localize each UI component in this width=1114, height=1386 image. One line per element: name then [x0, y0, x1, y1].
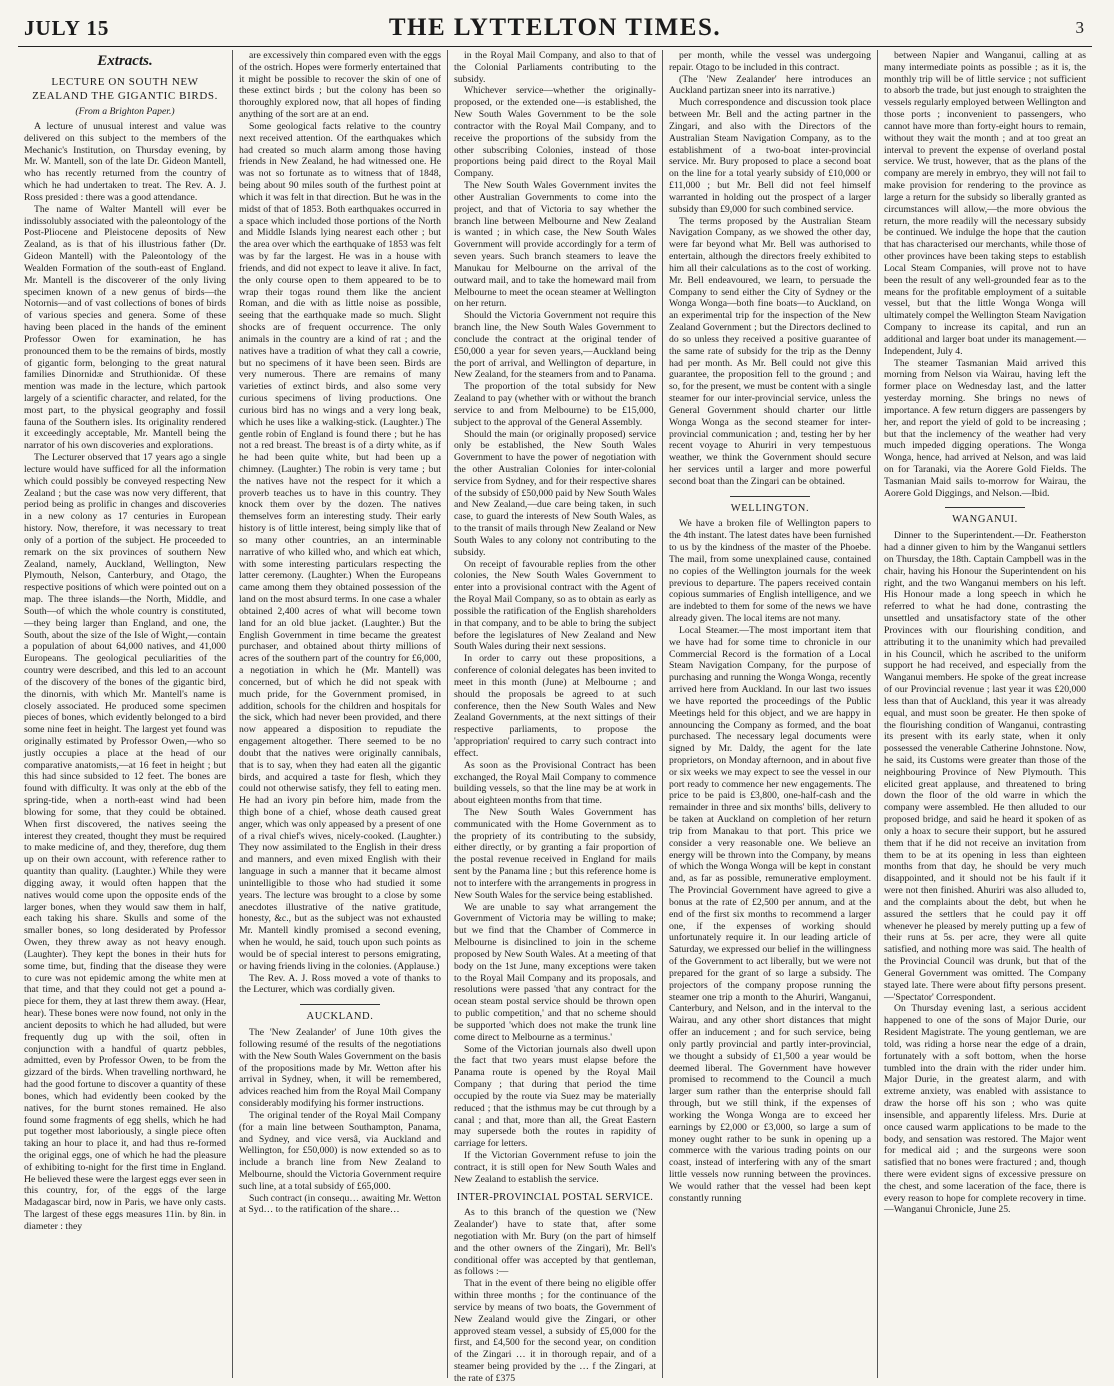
paragraph: On Thursday evening last, a serious accident happened to one of the sons of Major Durie, our Resident Magistrate. The young gentleman, we are told, was riding a horse near the edge of a drain, fortunately with a soft bottom, when the horse tumbled into the drain with the rider under him. Major Durie, in the greatest alarm, and with extreme anxiety, was enabled with assistance to draw the horse off his son ; who was quite insensible, and apparently lifeless. Mrs. Durie at once caused warm applications to be made to the body, and sensation was restored. The Major went for medical aid ; and the surgeons were soon satisfied that no bones were fractured ; and, though there were evident signs of excessive pressure on the chest, and some laceration of the face, there is every reason to hope for complete recovery in time.—Wanganui Chronicle, June 25.: [884, 1003, 1086, 1216]
paragraph: (The 'New Zealander' here introduces an Auckland partizan sneer into its narrative.): [669, 73, 871, 97]
paragraph: Should the Victoria Government not require this branch line, the New South Wales Government to conclude the contract at the original tender of £50,000 a year for seven years,—Auckland being the port of arrival, and Wellington of departure, in New Zealand, for the steamers from and to Panama.: [454, 310, 656, 381]
paragraph: The 'New Zealander' of June 10th gives the following resumé of the results of the negotiations with the New South Wales Government on the basis of the propositions made by Mr. Wetton after his arrival in Sydney, when, it will be remembered, advices reached him from the Royal Mail Company considerably modifying his former instructions.: [239, 1027, 441, 1110]
issue-date: JULY 15: [24, 16, 110, 40]
column-4: [662, 50, 877, 1378]
paragraph: That in the event of there being no eligible offer within three months ; for the continuance of the service by means of two boats, the Government of New Zealand would give the Zingari, or other approved steam vessel, a subsidy of £5,000 for the first, and £4,500 for the second year, on condition of the Zingari … it in thorough repair, and of a steamer being provided by the … f the Zingari, at the rate of £375: [454, 1278, 656, 1384]
page-number: 3: [1075, 18, 1084, 37]
newspaper-title: THE LYTTELTON TIMES.: [388, 14, 722, 41]
paragraph: The Lecturer observed that 17 years ago a single lecture would have sufficed for all the information which could possibly be conveyed respecting New Zealand ; but the case was now very different, that period being as prolific in changes and discoveries in a new colony as 17 centuries in European history. Now, therefore, it was necessary to treat only of a portion of the subject. He proceeded to remark on the six provinces of southern New Zealand, namely, Auckland, Wellington, New Plymouth, Nelson, Canterbury, and Otago, the respective positions of which were pointed out on a map. The three islands—the North, Middle, and South—of which the whole country is constituted,—they being larger than England, and one, the South, about the size of the Isle of Wight,—contain a population of about 64,000 natives, and 41,000 Europeans. The geological peculiarities of the country were described, and this led to an account of the discovery of the bones of the gigantic bird, the dinornis, with which Mr. Mantell's name is closely associated. He produced some specimen pieces of bones, which evidently belonged to a bird some nine feet in height. The largest yet found was originally estimated by Professor Owen,—who so justly occupies a place at the head of our comparative anatomists,—at 16 feet in height ; but this had since subsided to 12 feet. The bones are found with difficulty. It was only at the ebb of the spring-tide, when a north-east wind had been blowing for some, that they could be obtained. When first discovered, the natives seeing the interest they created, thought they must be required to make medicine of, and they, therefore, dug them up on their own account, with reference rather to quantity than quality. (Laughter.) While they were digging away, it would often happen that the natives would come upon the opposite ends of the larger bones, when they would saw them in half, each taking his share. Skulls and some of the smaller bones, so long desiderated by Professor Owen, they threw away as not heavy enough. (Laughter). They kept the bones in their huts for some time, but, finding that the disease they were to cure was not epidemic among the white men at that time, and that they could not get a pound a-piece for them, they at last threw them away. (Hear, hear). These bones were now found, not only in the ancient deposits to which he had alluded, but were frequently dug up with the soil, often in conjunction with a handful of quartz pebbles, admitted, even by Professor Owen, to be from the gizzard of the birds. When travelling northward, he had the good fortune to discover a quantity of these bones, which had evidently been cooked by the natives, for the burnt stones remained. He also found some fragments of egg shells, which he had put together most laboriously, a single piece often taking an hour to place it, and had thus re-formed the original eggs, one of which he had the pleasure of exhibiting to-night for the first time in England. He believed these were the largest eggs ever seen in this country, for, of the eggs of the large Madagascar bird, now in Paris, we have only casts. The largest of these eggs measures 11in. by 8in. in diameter : they: [24, 452, 226, 1232]
paragraph: between Napier and Wanganui, calling at as many intermediate points as possible ; as it is, the monthly trip will be of little service ; not sufficient to absorb the trade, but just enough to straighten the vessels regularly employed between Wellington and those ports ; inconvenient to passengers, who cannot have more than forty-eight hours to remain, without they wait the month ; and at too great an interval to prevent the expense of overland postal service. We trust, however, that as the plans of the company are merely in embryo, they will not fail to make provision for rendering to the province as large a return for the subsidy so liberally granted as circumstances will allow,—the more obvious the return, the more readily will the necessary subsidy be continued. We indulge the hope that the caution that has characterised our merchants, while those of other provinces have been taking steps to establish Local Steam Companies, will prove not to have been the result of any well-grounded fear as to the means for the profitable employment of a suitable vessel, but that the little Wonga Wonga will ultimately compel the Wellington Steam Navigation Company to increase its capital, and run an additional and larger boat under its management.—Independent, July 4.: [884, 50, 1086, 357]
paragraph: Dinner to the Superintendent.—Dr. Featherston had a dinner given to him by the Wanganui settlers on Thursday, the 18th. Captain Campbell was in the chair, having his Honour the Superintendent on his right, and the two Wanganui members on his left. His Honour made a long speech in which he referred to what he had done, contrasting the unsettled and unsatisfactory state of the other Provinces with our flourishing condition, and attributing it to the unanimity which had prevailed in his Council, which he ascribed to the uniform support he had received, and especially from the Wanganui members. He spoke of the great increase of our Provincial revenue ; last year it was £20,000 less than that of Auckland, this year it was already equal, and must soon be greater. He then spoke of the flourishing condition of Wanganui, contrasting its present with its early state, when it only possessed the venerable Catherine Johnstone. Now, he said, its Customs were greater than those of the neighbouring Province of New Plymouth. This elicited great applause, and threatened to bring down the floor of the old warre in which the company were assembled. He then alluded to our proposed bridge, and said he heard it spoken of as only a hoax to secure their support, but he assured them that if he did not receive an invitation from them to be at its opening in less than eighteen months from that day, he should be very much disappointed, and it should not be his fault if it were not then finished. Ahuriri was also alluded to, and the complaints about the debt, but when he assured the settlers that he could pay it off whenever he pleased by merely putting up a few of their runs at 5s. per acre, they were all quite satisfied, and nothing more was said. The health of the Provincial Council was drunk, but that of the General Government was omitted. The Company stayed late. There were about fifty persons present.—'Spectator' Correspondent.: [884, 530, 1086, 1003]
divider: [945, 507, 1026, 508]
paragraph: Such contract (in consequ… awaiting Mr. Wetton at Syd… to the ratification of the share…: [239, 1192, 441, 1216]
paragraph: As soon as the Provisional Contract has been exchanged, the Royal Mail Company to commence building vessels, so that the line may be at work in about eighteen months from that time.: [454, 759, 656, 807]
subheading-postal-service: INTER-PROVINCIAL POSTAL SERVICE.: [456, 1191, 654, 1203]
paragraph: The Rev. A. J. Ross moved a vote of thanks to the Lecturer, which was cordially given.: [239, 972, 441, 996]
paragraph: The proportion of the total subsidy for New Zealand to pay (whether with or without the branch service to and from Melbourne) to be £15,000, subject to the approval of the General Assembly.: [454, 381, 656, 428]
paragraph: As to this branch of the question we ('New Zealander') have to state that, after some negotiation with Mr. Bury (on the part of himself and the other owners of the Zingari), Mr. Bell's conditional offer was accepted by that gentleman, as follows :—: [454, 1207, 656, 1278]
paragraph: The terms proposed by the Australian Steam Navigation Company, as we showed the other day, were far beyond what Mr. Bell was authorised to entertain, although the directors freely exhibited to him all their calculations as to the cost of working. Mr. Bell endeavoured, we learn, to persuade the Company to send either the City of Sydney or the Wonga Wonga—both fine boats—to Auckland, on an experimental trip for the inspection of the New Zealand Government ; but the Directors declined to do so unless they received a positive guarantee of the same rate of subsidy for the trip as the Denny had per month. As Mr. Bell could not give this guarantee, the proposition fell to the ground ; and so, for the present, we must be content with a single steamer for our inter-provincial service, unless the General Government should charter our little Wonga Wonga as the second steamer for inter-provincial communication ; and, testing her by her recent voyage to Ahuriri in very tempestuous weather, we think the Government should secure her services until a larger and more powerful second boat than the Zingari can be obtained.: [669, 215, 871, 487]
paragraph: Should the main (or originally proposed) service only be established, the New South Wales Government to have the power of negotiation with the other Australian Colonies for inter-colonial service from Sydney, and for their respective shares of the subsidy of £50,000 paid by New South Wales and New Zealand,—due care being taken, in such case, to guard the interests of New South Wales, as to the transit of mails through New Zealand or New South Wales to any colony not contributing to the subsidy.: [454, 428, 656, 558]
paragraph: Some geological facts relative to the country next received attention. Of the earthquakes which had created so much alarm among those having friends in New Zealand, he had witnessed one. He was not so fortunate as to witness that of 1848, being about 90 miles south of the furthest point at which it was felt in that direction. But he was in the midst of that of 1853. Both earthquakes occurred in a space which included those portions of the North and Middle Islands lying nearest each other ; but the area over which the earthquake of 1853 was felt was by far the largest. He was in a house with friends, and did not expect to leave it alive. In fact, the only course open to them appeared to be to wrap their togas round them like the ancient Roman, and die with as little noise as possible, seeing that the earthquake made so much. Slight shocks are of frequent occurrence. The only animals in the country are a kind of rat ; and the natives have a tradition of what they call a cowrie, but no specimens of it have been seen. Birds are very numerous. There are remains of many varieties of extinct birds, and also some very curious specimens of living productions. One curious bird has no wings and a very long beak, which he uses like a walking-stick. (Laughter.) The gentle robin of England is found there ; but he has not a red breast. The breast is of a dirty white, as if he had been quite white, but had been up a chimney. (Laughter.) The robin is very tame ; but the natives have not the respect for it which a proverb teaches us to have in this country. They knock them over by the dozen. The natives themselves form an interesting study. Their early history is of little interest, being simply like that of so many other countries, an an interminable narrative of who killed who, and which eat which, with some interesting particulars respecting the latter ceremony. (Laughter.) When the Europeans came among them they obtained possession of the land on the most absurd terms. In one case a whaler obtained 2,400 acres of what will become town land for an old blue jacket. (Laughter.) But the English Government in time became the greatest purchaser, and obtained about thirty millions of acres of the southern part of the country for £6,000, a negotiation in which he (Mr. Mantell) was concerned, but of which he did not speak with much pride, for the Government promised, in addition, schools for the children and hospitals for the sick, which had never been provided, and there now appeared a disposition to repudiate the engagement altogether. There seemed to be no doubt that the natives were originally cannibals, that is to say, when they had eaten all the gigantic birds, and acquired a taste for flesh, which they could not otherwise satisfy, they fell to eating men. He had an ivory pin before him, made from the thigh bone of a chief, whose death caused great anger, which was only appeased by a present of one of a rival chief's wives, nicely-cooked. (Laughter.) They now assimilated to the English in their dress and manners, and even mixed English with their language in such a manner that it became almost unintelligible to those who had studied it some years. The lecture was brought to a close by some anecdotes illustrative of the native gratitude, honesty, &c., but as the subject was not exhausted Mr. Mantell kindly promised a second evening, when he would, he said, touch upon such points as would be of special interest to persons emigrating, or having friends living in the colonies. (Applause.): [239, 120, 441, 972]
paragraph: per month, while the vessel was undergoing repair. Otago to be included in this contract.: [669, 50, 871, 73]
paragraph: A lecture of unusual interest and value was delivered on this subject to the members of the Mechanic's Institution, on Thursday evening, by Mr. W. Mantell, son of the late Dr. Gideon Mantell, who has recently returned from the country of which he had undertaken to treat. The Rev. A. J. Ross presided : there was a good attendance.: [24, 120, 226, 203]
paragraph: The steamer Tasmanian Maid arrived this morning from Nelson via Wairau, having left the former place on Wednesday last, and the latter yesterday morning. She brings no news of importance. A few return diggers are passengers by her, and report the yield of gold to be increasing ; but that the inclemency of the weather had very much impeded digging operations. The Wonga Wonga, hence, had arrived at Nelson, and was laid on for Taranaki, via the Aorere Gold Fields. The Tasmanian Maid sails to-morrow for Wairau, the Aorere Gold Diggings, and Nelson.—Ibid.: [884, 357, 1086, 499]
masthead: [18, 10, 1092, 47]
section-label: Extracts.: [97, 53, 153, 69]
article-heading: LECTURE ON SOUTH NEW ZEALAND THE GIGANTIC BIRDS.: [32, 76, 218, 102]
column-1: [18, 50, 232, 1378]
paragraph: The New South Wales Government has communicated with the Home Government as to the propriety of its contributing to the subsidy, either directly, or by granting a fair proportion of the postal revenue received in England for mails sent by the Panama line ; but this reference home is not to interfere with the arrangements in progress in New South Wales for the service being established.: [454, 807, 656, 901]
paragraph: Much correspondence and discussion took place between Mr. Bell and the acting partner in the Zingari, and also with the Directors of the Australian Steam Navigation Company, as to the establishment of a two-boat inter-provincial service. Mr. Bury proposed to place a second boat on the line for a total yearly subsidy of £10,000 or £11,000 ; but Mr. Bell did not feel himself warranted in holding out the prospect of a larger subsidy than £9,000 for such combined service.: [669, 97, 871, 215]
divider: [300, 1004, 381, 1005]
paragraph: We are unable to say what arrangement the Government of Victoria may be willing to make; but we find that the Chamber of Commerce in Melbourne is disinclined to join in the scheme proposed by New South Wales. At a meeting of that body on the 1st June, many exceptions were taken to the Royal Mail Company and its proposals, and resolutions were passed 'that any contract for the ocean steam postal service should be thrown open to public competition,' and that no scheme should be supported 'which does not make the trunk line come direct to Melbourne as a terminus.': [454, 901, 656, 1043]
paragraph: On receipt of favourable replies from the other colonies, the New South Wales Government to enter into a provisional contract with the Agent of the Royal Mail Company, so as to obtain as early as possible the ratification of the English shareholders in that company, and to be able to bring the subject before the legislatures of New Zealand and New South Wales during their next sessions.: [454, 558, 656, 653]
divider: [730, 496, 811, 497]
paragraph: The original tender of the Royal Mail Company (for a main line between Southampton, Panama, and Sydney, and vice versâ, via Auckland and Wellington, for £50,000) is now extended so as to include a branch line from New Zealand to Melbourne, should the Victoria Government require such line, at a total subsidy of £65,000.: [239, 1109, 441, 1192]
paragraph: In order to carry out these propositions, a conference of colonial delegates has been invited to meet in this month (June) at Melbourne ; and should the proposals be agreed to at such conference, then the New South Wales and New Zealand Governments, at the next sittings of their respective parliaments, to propose the 'appropriation' required to carry such contract into effect.: [454, 653, 656, 759]
paragraph: Whichever service—whether the originally-proposed, or the extended one—is established, the New South Wales Government to be the sole contractor with the Royal Mail Company, and to receive the proportions of the subsidy from the other subscribing Colonies, instead of those proportions being paid direct to the Royal Mail Company.: [454, 85, 656, 180]
paragraph: in the Royal Mail Company, and also to that of the Colonial Parliaments contributing to the subsidy.: [454, 50, 656, 85]
paragraph: Local Steamer.—The most important item that we have had for some time to chronicle in our Commercial Record is the formation of a Local Steam Navigation Company, for the purpose of purchasing and running the Wonga Wonga, recently arrived here from Auckland. In our last two issues we have reported the proceedings of the Public Meetings held for this object, and we are happy in announcing the Company as formed, and the boat purchased. The necessary legal documents were signed by Mr. Daldy, the agent for the late proprietors, on Monday afternoon, and in about five or six weeks we may expect to see the vessel in our port ready to commence her new engagements. The price to be paid is £3,800, one-half-cash and the remainder in three and six months' bills, delivery to be taken at Auckland on completion of her return trip from Manakau to that port. This price we consider a very reasonable one. We believe an energy will be thrown into the Company, by means of which the Wonga Wonga will be kept in constant and, as far as possible, remunerative employment. The Provincial Government have agreed to give a bonus at the rate of £2,500 per annum, and at the end of the first six months to recommend a larger one, if the expenses of working should unfortunately require it. In our leading article of Saturday, we expressed our belief in the willingness of the Government to act liberally, but we were not prepared for the grant of so large a subsidy. The projectors of the company propose running the steamer one trip a month to the Ahuriri, Wanganui, Canterbury, and Nelson, and in the interval to the Wairau, and any other short distances that might offer an inducement ; and for such service, being only partly provincial and partly inter-provincial, we thought a subsidy of £1,500 a year would be deemed liberal. The Government have however promised to recommend to the Council a much larger sum rather than the enterprise should fall through, but we still think, if the expenses of working the Wonga Wonga are to exceed her earnings by £2,000 or £3,000, so large a sum of money ought rather to be sunk in opening up a commerce with the various trading points on our coast, instead of interfering with any of the smart little vessels now running between the provinces. We would rather that the vessel had been kept constantly running: [669, 624, 871, 1204]
section-heading-wellington: WELLINGTON.: [730, 502, 810, 514]
section-heading-auckland: AUCKLAND.: [306, 1011, 374, 1023]
paragraph: If the Victorian Government refuse to join the contract, it is still open for New South Wales and New Zealand to establish the service.: [454, 1150, 656, 1185]
paragraph: The New South Wales Government invites the other Australian Governments to come into the project, and that of Victoria to say whether the branch line between Melbourne and New Zealand is wanted ; in which case, the New South Wales Government will provide accordingly for a term of seven years. Such branch steamers to leave the Manukau for Melbourne on the arrival of the outward mail, and to take the homeward mail from Melbourne to meet the ocean steamer at Wellington on her return.: [454, 180, 656, 310]
column-3: [447, 50, 662, 1384]
article-source: (From a Brighton Paper.): [75, 106, 175, 118]
column-2: [232, 50, 447, 1378]
paragraph: We have a broken file of Wellington papers to the 4th instant. The latest dates have been furnished to us by the kindness of the master of the Phoebe. The mail, from some unexplained cause, contained no copies of the Wellington journals for the week previous to departure. The papers received contain copious summaries of English intelligence, and we are indebted to them for some of the news we have already given. The local items are not many.: [669, 518, 871, 625]
paragraph: The name of Walter Mantell will ever be indissolubly associated with the paleontology of the Post-Pliocene and Pleistocene deposits of New Zealand, as is that of his illustrious father (Dr. Gideon Mantell) with the Paleontology of the Wealden Formation of the south-east of England. Mr. Mantell is the discoverer of the only living specimen known of a new genus of birds—the Notornis—and of vast collections of bones of birds of various species and genera. Some of these having been placed in the hands of the eminent Professor Owen for examination, he has pronounced them to be the remains of birds, mostly of gigantic form, belonging to the great natural families Dinornidæ and Struthionidæ. Of these mention was made in the lecture, which partook largely of a scientific character, and related, for the most part, to the physical geography and fossil fauna of the Southern isles. Its originality rendered it exceedingly acceptable, Mr. Mantell being the narrator of his own discoveries and explorations.: [24, 203, 226, 452]
column-5: [877, 50, 1092, 1378]
paragraph: are excessively thin compared even with the eggs of the ostrich. Hopes were formerly entertained that it might be possible to recover the skin of one of these extinct birds ; but the colony has been so thoroughly explored now, that all hopes of finding anything of the sort are at an end.: [239, 50, 441, 121]
columns: [18, 50, 1092, 1384]
paragraph: Some of the Victorian journals also dwell upon the fact that two years must elapse before the Panama route is opened by the Royal Mail Company ; that during that period the time occupied by the route via Suez may be materially reduced ; that the isthmus may be cut through by a canal ; and that, more than all, the Great Eastern may supersede both the routes in rapidity of carriage for letters.: [454, 1043, 656, 1150]
section-heading-wanganui: WANGANUI.: [952, 514, 1018, 526]
